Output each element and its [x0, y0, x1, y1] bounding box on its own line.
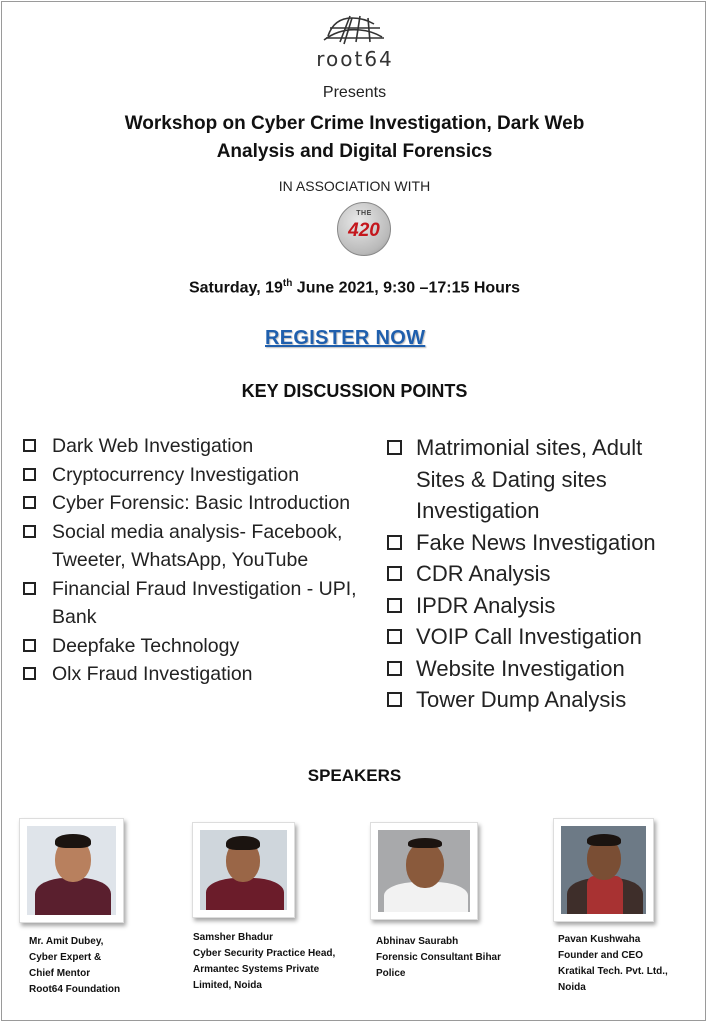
speaker-caption-1: [29, 934, 120, 998]
discussion-point: [386, 558, 686, 590]
discussion-point: [22, 518, 367, 575]
discussion-point-text: Social media analysis- Facebook, Tweeter, WhatsApp, YouTube: [52, 520, 343, 571]
discussion-point: [386, 527, 686, 559]
discussion-point-text: Fake News Investigation: [416, 529, 656, 555]
checkbox-icon: [387, 598, 402, 613]
workshop-title: [0, 110, 709, 166]
date-ordinal: th: [282, 278, 293, 289]
checkbox-icon: [23, 439, 36, 452]
discussion-point: [22, 461, 367, 490]
discussion-point: [22, 575, 367, 632]
title-line-2: Analysis and Digital Forensics: [216, 141, 493, 162]
checkbox-icon: [23, 496, 36, 509]
discussion-point: [22, 432, 367, 461]
date-rest: June 2021, 9:30 –17:15 Hours: [292, 279, 521, 297]
discussion-point-text: IPDR Analysis: [416, 592, 556, 618]
discussion-point-text: Dark Web Investigation: [52, 435, 254, 457]
partner-logo: [337, 202, 391, 256]
discussion-point-text: Cyber Forensic: Basic Introduction: [52, 492, 351, 514]
discussion-point-text: Tower Dump Analysis: [416, 687, 627, 712]
root64-logo: [300, 10, 410, 70]
logo-text: root64: [316, 47, 394, 71]
discussion-point: [386, 590, 686, 622]
checkbox-icon: [23, 468, 36, 481]
speaker-caption-line: Mr. Amit Dubey,: [29, 936, 104, 947]
discussion-point: [22, 632, 367, 661]
discussion-point: [386, 684, 686, 716]
speaker-caption-line: Forensic Consultant Bihar: [376, 952, 502, 963]
speaker-caption-line: Founder and CEO: [558, 950, 643, 961]
checkbox-icon: [387, 440, 402, 455]
discussion-point: [22, 489, 367, 518]
speaker-caption-line: Limited, Noida: [193, 980, 262, 991]
discussion-point-text: CDR Analysis: [416, 561, 551, 586]
partner-logo-top: THE: [356, 210, 372, 217]
discussion-point-text: Deepfake Technology: [52, 634, 240, 657]
checkbox-icon: [23, 639, 36, 652]
discussion-point: [386, 432, 686, 527]
event-date: [0, 278, 709, 297]
speaker-photo-3: [370, 822, 478, 920]
discussion-point-text: Financial Fraud Investigation - UPI, Bank: [52, 577, 357, 628]
speaker-caption-line: Armantec Systems Private: [193, 964, 320, 975]
date-prefix: Saturday, 19: [188, 279, 283, 297]
partner-logo-number: 420: [348, 220, 380, 241]
checkbox-icon: [387, 566, 402, 581]
checkbox-icon: [387, 661, 402, 676]
speaker-caption-line: Police: [376, 968, 406, 979]
discussion-point: [386, 621, 686, 653]
speakers-heading: SPEAKERS: [307, 766, 402, 785]
globe-logo-icon: [300, 10, 410, 50]
speaker-photo-2: [192, 822, 295, 918]
speaker-caption-line: Cyber Security Practice Head,: [193, 948, 336, 959]
speaker-caption-line: Abhinav Saurabh: [376, 936, 459, 947]
discussion-point-text: Matrimonial sites, Adult Sites & Dating sites Investigation: [416, 435, 643, 523]
discussion-point-text: Website Investigation: [416, 655, 625, 681]
presents-text: Presents: [322, 84, 387, 101]
speaker-caption-line: Noida: [558, 982, 586, 993]
title-line-1: Workshop on Cyber Crime Investigation, Dark Web: [124, 113, 585, 134]
speaker-caption-4: [558, 932, 668, 996]
discussion-point-text: VOIP Call Investigation: [416, 624, 642, 649]
checkbox-icon: [23, 525, 36, 538]
speaker-photo-1: [19, 818, 124, 923]
discussion-points-left: [22, 432, 367, 689]
speaker-photo-4: [553, 818, 654, 922]
speaker-caption-3: [376, 934, 501, 982]
speaker-caption-line: Kratikal Tech. Pvt. Ltd.,: [558, 966, 668, 977]
speaker-caption-line: Pavan Kushwaha: [558, 934, 641, 945]
speaker-caption-line: Cyber Expert &: [29, 952, 102, 963]
discussion-point-text: Cryptocurrency Investigation: [52, 463, 300, 486]
speaker-caption-line: Root64 Foundation: [29, 984, 121, 995]
register-now-link[interactable]: REGISTER NOW: [265, 327, 426, 349]
discussion-points-right: [386, 432, 686, 716]
checkbox-icon: [387, 535, 402, 550]
association-text: IN ASSOCIATION WITH: [278, 178, 431, 194]
speaker-caption-line: Chief Mentor: [29, 968, 91, 979]
checkbox-icon: [23, 667, 36, 680]
discussion-point-text: Olx Fraud Investigation: [52, 663, 253, 685]
speaker-caption-2: [193, 930, 335, 994]
key-points-heading: KEY DISCUSSION POINTS: [241, 381, 468, 401]
discussion-point: [22, 660, 367, 689]
speaker-caption-line: Samsher Bhadur: [193, 932, 274, 943]
checkbox-icon: [387, 629, 402, 644]
discussion-point: [386, 653, 686, 685]
checkbox-icon: [387, 692, 402, 707]
checkbox-icon: [23, 582, 36, 595]
